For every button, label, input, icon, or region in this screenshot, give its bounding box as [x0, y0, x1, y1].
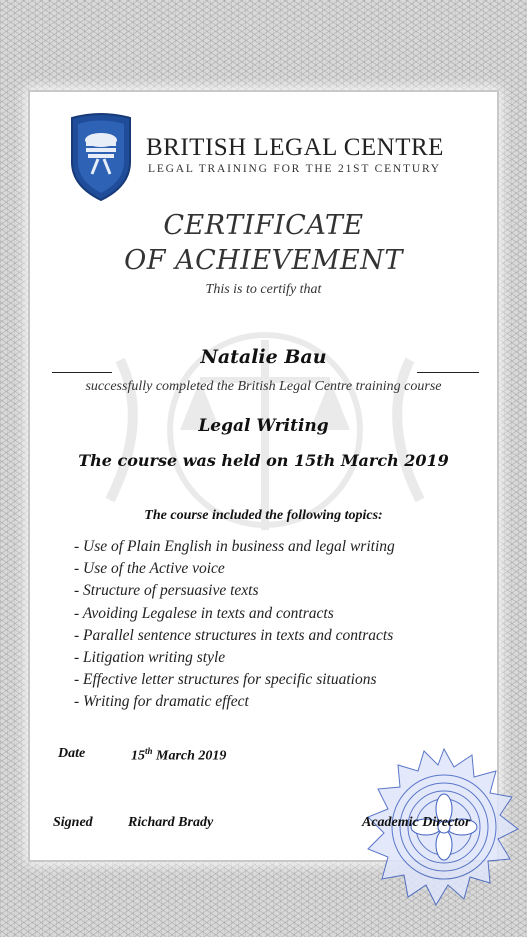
wig-shield-icon [68, 112, 134, 202]
date-rest: March 2019 [152, 748, 227, 764]
course-date-text: The course was held on 15th March 2019 [78, 451, 449, 470]
list-item: - Structure of persuasive texts [74, 582, 259, 600]
topics-heading: The course included the following topics: [144, 508, 383, 523]
recipient-name: Natalie Bau [200, 346, 327, 368]
list-item: - Parallel sentence structures in texts and contracts [74, 626, 394, 644]
certificate-title-line1: CERTIFICATE [163, 210, 364, 241]
certify-text: This is to certify that [205, 282, 322, 297]
name-line-right [417, 372, 479, 373]
signed-label: Signed [53, 815, 93, 830]
list-item: - Effective letter structures for specific situations [74, 671, 377, 689]
signature-name: Richard Brady [128, 815, 214, 830]
list-item: - Litigation writing style [74, 649, 226, 667]
completed-text: successfully completed the British Legal Centre training course [85, 379, 442, 394]
brand-name: BRITISH LEGAL CENTRE [146, 134, 444, 161]
brand-tagline: LEGAL TRAINING FOR THE 21ST CENTURY [148, 163, 441, 175]
list-item: - Use of Plain English in business and legal writing [74, 538, 395, 555]
date-suffix: th [145, 746, 153, 756]
date-label: Date [58, 746, 86, 761]
list-item: - Writing for dramatic effect [74, 693, 249, 711]
course-name: Legal Writing [198, 416, 329, 436]
topics-list [74, 536, 395, 714]
certificate-title-line2: OF ACHIEVEMENT [124, 245, 403, 276]
date-value [131, 746, 226, 765]
date-day: 15 [131, 748, 145, 764]
name-line-left [52, 372, 112, 373]
list-item: - Avoiding Legalese in texts and contracts [74, 604, 334, 622]
director-title: Academic Director [362, 815, 471, 830]
list-item: - Use of the Active voice [74, 560, 225, 578]
